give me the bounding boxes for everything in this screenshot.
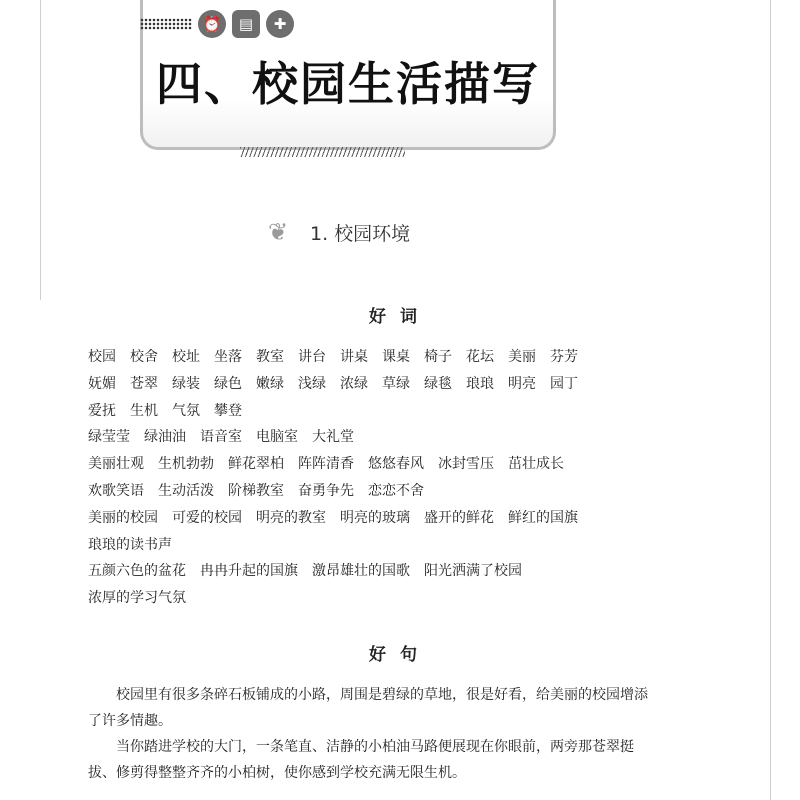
word-item: 明亮的玻璃 xyxy=(340,509,410,526)
word-item: 草绿 xyxy=(382,375,410,392)
puzzle-icon: ✚ xyxy=(266,10,294,38)
word-item: 生动活泼 xyxy=(158,482,214,499)
word-item: 琅琅 xyxy=(466,375,494,392)
page-border-right xyxy=(770,0,771,800)
word-item: 校舍 xyxy=(130,349,158,365)
hatch-decoration xyxy=(240,147,405,157)
word-line xyxy=(88,451,668,478)
word-item: 明亮 xyxy=(508,375,536,392)
word-line xyxy=(88,585,668,612)
word-line xyxy=(88,424,668,451)
word-item: 浅绿 xyxy=(298,375,326,392)
book-icon: ▤ xyxy=(232,10,260,38)
word-item: 校址 xyxy=(172,349,200,365)
word-item: 电脑室 xyxy=(256,429,298,446)
word-line xyxy=(88,344,668,371)
word-item: 椅子 xyxy=(424,349,452,365)
clock-icon: ⏰ xyxy=(198,10,226,38)
section-title: 1. 校园环境 xyxy=(310,222,411,245)
word-line xyxy=(88,532,668,559)
good-sentences-heading: 好句 xyxy=(369,645,431,665)
word-line xyxy=(88,558,668,585)
word-item: 阳光洒满了校园 xyxy=(424,563,522,580)
chapter-title: 四、校园生活描写 xyxy=(156,57,540,111)
page-border-left xyxy=(40,0,41,300)
word-item: 鲜红的国旗 xyxy=(508,509,578,526)
word-line xyxy=(88,505,668,532)
word-item: 激昂雄壮的国歌 xyxy=(312,563,410,580)
sentence-paragraph: 校园里有很多条碎石板铺成的小路，周围是碧绿的草地，很是好看，给美丽的校园增添了许多情趣。 xyxy=(88,687,648,729)
word-item: 语音室 xyxy=(200,429,242,446)
word-item: 欢歌笑语 xyxy=(88,482,144,499)
word-item: 美丽 xyxy=(508,349,536,365)
word-item: 攀登 xyxy=(214,402,242,419)
word-item: 课桌 xyxy=(382,349,410,365)
word-item: 园丁 xyxy=(550,375,578,392)
word-item: 阶梯教室 xyxy=(228,482,284,499)
word-item: 妩媚 xyxy=(88,375,116,392)
word-item: 教室 xyxy=(256,349,284,365)
word-item: 美丽的校园 xyxy=(88,509,158,526)
word-item: 五颜六色的盆花 xyxy=(88,563,186,580)
word-item: 坐落 xyxy=(214,349,242,365)
word-item: 冉冉升起的国旗 xyxy=(200,563,298,580)
word-item: 生机 xyxy=(130,402,158,419)
word-item: 可爱的校园 xyxy=(172,509,242,526)
word-line xyxy=(88,371,668,398)
word-item: 奋勇争先 xyxy=(298,482,354,499)
word-item: 恋恋不舍 xyxy=(368,482,424,499)
good-sentences-list xyxy=(88,682,648,786)
word-item: 绿油油 xyxy=(144,429,186,446)
sentence-paragraph: 当你踏进学校的大门，一条笔直、洁静的小柏油马路便展现在你眼前，两旁那苍翠挺拔、修剪得整整齐齐的小柏树，使你感到学校充满无限生机。 xyxy=(88,739,634,781)
good-words-list xyxy=(88,344,668,612)
word-item: 冰封雪压 xyxy=(438,456,494,473)
word-item: 茁壮成长 xyxy=(508,456,564,473)
section-header xyxy=(268,212,410,252)
word-item: 苍翠 xyxy=(130,375,158,392)
word-line xyxy=(88,478,668,505)
word-item: 气氛 xyxy=(172,402,200,419)
word-item: 琅琅的读书声 xyxy=(88,536,172,553)
word-item: 盛开的鲜花 xyxy=(424,509,494,526)
word-item: 讲桌 xyxy=(340,349,368,365)
word-item: 绿色 xyxy=(214,375,242,392)
good-words-heading: 好词 xyxy=(369,307,431,327)
word-item: 嫩绿 xyxy=(256,375,284,392)
word-item: 阵阵清香 xyxy=(298,456,354,473)
word-item: 绿装 xyxy=(172,375,200,392)
word-item: 大礼堂 xyxy=(312,429,354,446)
word-item: 浓绿 xyxy=(340,375,368,392)
word-item: 明亮的教室 xyxy=(256,509,326,526)
word-item: 生机勃勃 xyxy=(158,456,214,473)
word-item: 讲台 xyxy=(298,349,326,365)
word-item: 美丽壮观 xyxy=(88,456,144,473)
word-item: 悠悠春风 xyxy=(368,456,424,473)
leaf-icon: ❦ xyxy=(268,218,289,246)
word-item: 校园 xyxy=(88,349,116,365)
word-item: 浓厚的学习气氛 xyxy=(88,590,186,607)
dotted-decoration xyxy=(140,18,192,30)
word-item: 爱抚 xyxy=(88,402,116,419)
word-item: 芬芳 xyxy=(550,349,578,365)
word-item: 绿莹莹 xyxy=(88,429,130,446)
word-item: 花坛 xyxy=(466,349,494,365)
word-item: 鲜花翠柏 xyxy=(228,456,284,473)
word-item: 绿毯 xyxy=(424,375,452,392)
word-line xyxy=(88,398,668,425)
